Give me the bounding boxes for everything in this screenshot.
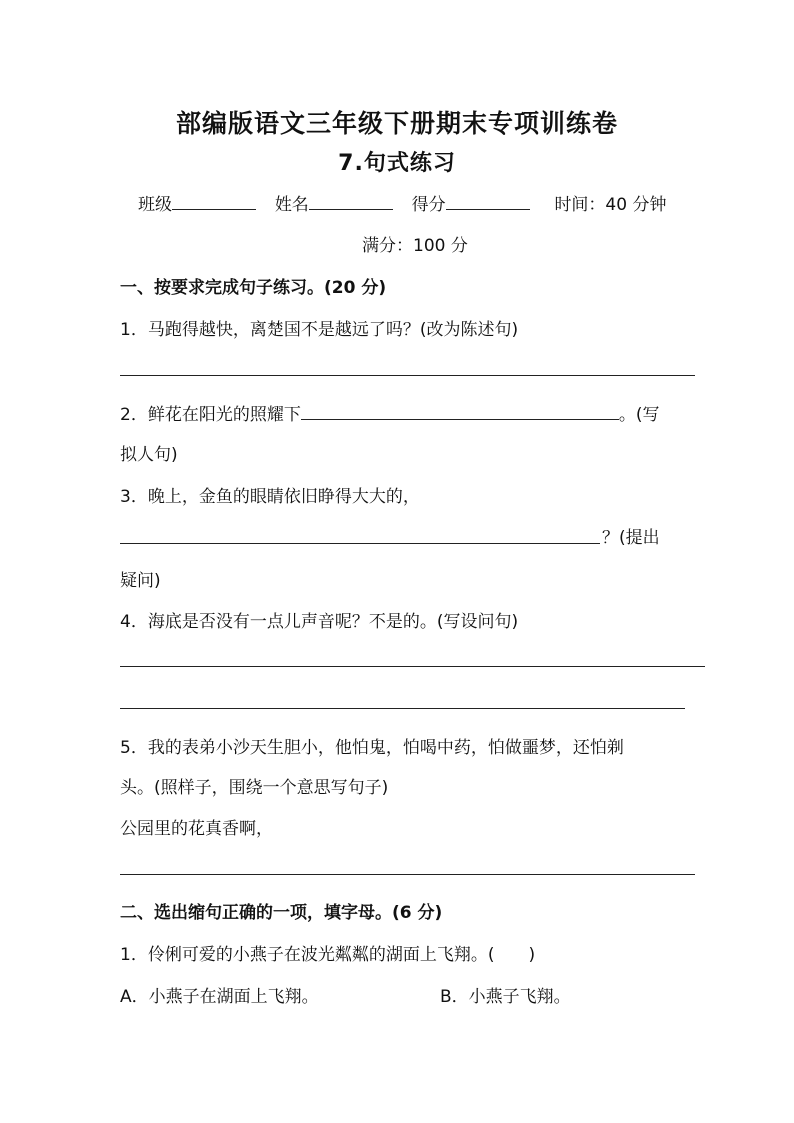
section1-heading: 一、按要求完成句子练习。(20 分) [120,278,387,298]
answer-line-1-4a[interactable] [120,666,705,667]
question-1-2-cont: 拟人句) [120,445,178,465]
option-b[interactable]: B．小燕子飞翔。 [440,987,571,1007]
worksheet-subtitle: 7.句式练习 [338,151,456,176]
answer-line-1-1[interactable] [120,375,695,376]
option-a[interactable]: A．小燕子在湖面上飞翔。 [120,987,319,1007]
question-1-4: 4．海底是否没有一点儿声音呢？不是的。(写设问句) [120,612,519,632]
question-1-3-cont: 疑问) [120,571,161,591]
answer-line-1-3[interactable] [120,543,600,544]
time-info: 时间：40 分钟 [554,195,667,215]
score-blank[interactable] [446,191,530,210]
full-score: 满分：100 分 [362,236,468,256]
question-1-5: 5．我的表弟小沙天生胆小，他怕鬼，怕喝中药，怕做噩梦，还怕剃 [120,738,624,758]
question-2-1: 1．伶俐可爱的小燕子在波光粼粼的湖面上飞翔。( ) [120,945,536,965]
question-1-5-example: 公园里的花真香啊， [120,819,273,839]
answer-blank-1-2[interactable] [301,401,619,420]
info-row [138,190,666,215]
question-1-2: 2．鲜花在阳光的照耀下 。(写 [120,400,659,425]
class-blank[interactable] [172,191,256,210]
score-label: 得分 [411,195,446,215]
section2-heading: 二、选出缩句正确的一项，填字母。(6 分) [120,903,443,923]
name-blank[interactable] [309,191,393,210]
question-1-3: 3．晚上，金鱼的眼睛依旧睁得大大的， [120,487,420,507]
question-1-5-cont: 头。(照样子，围绕一个意思写句子) [120,778,389,798]
answer-line-1-5[interactable] [120,874,695,875]
class-label: 班级 [138,195,172,215]
worksheet-title: 部编版语文三年级下册期末专项训练卷 [175,109,618,138]
name-label: 姓名 [274,195,309,215]
answer-line-1-4b[interactable] [120,708,685,709]
question-1-3-suffix: ？(提出 [602,528,660,548]
question-1-1: 1．马跑得越快，离楚国不是越远了吗？(改为陈述句) [120,320,519,340]
